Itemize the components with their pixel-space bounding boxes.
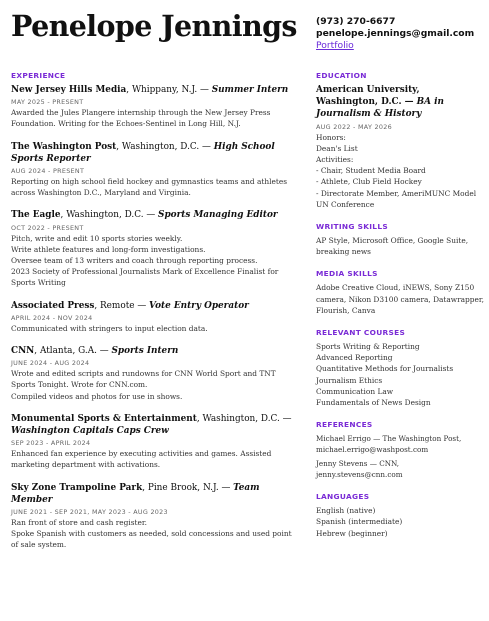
language-item: Spanish (intermediate) — [316, 517, 403, 527]
job-location: , Whippany, N.J. — — [126, 85, 212, 95]
job-location: , Washington, D.C. — — [196, 413, 292, 424]
media-skills-text: Adobe Creative Cloud, iNEWS, Sony Z150 camera, Nikon D3100 camera, Datawrapper, Flourish, Canva — [316, 283, 484, 315]
course-item: Journalism Ethics — [316, 375, 383, 385]
job-date: OCT 2022 - PRESENT — [11, 223, 84, 232]
job-entry — [11, 413, 293, 471]
job-entry — [11, 300, 293, 334]
writing-skills-text: AP Style, Microsoft Office, Google Suite, breaking news — [316, 236, 469, 257]
language-item: Hebrew (beginner) — [316, 528, 388, 538]
school-name: American University, Washington, D.C. — — [316, 85, 420, 108]
job-description: 2023 Society of Professional Journalists Mark of Excellence Finalist for Sports Writing — [11, 267, 279, 288]
job-description: Enhanced fan experience by executing activities and games. Assisted marketing department with activations. — [11, 449, 272, 470]
education-line: Dean's List — [316, 143, 358, 153]
education-line: - Directorate Member, AmeriMUNC Model UN Conference — [316, 188, 477, 209]
job-location: , Remote — — [94, 300, 150, 311]
job-entry — [11, 141, 293, 199]
education-date: AUG 2022 - MAY 2026 — [316, 122, 392, 131]
job-location: , Atlanta, G.A. — — [34, 346, 112, 357]
references-heading: REFERENCES — [316, 420, 373, 430]
writing-skills-section — [316, 222, 484, 257]
courses-section — [316, 328, 484, 408]
education-line: Honors: — [316, 132, 346, 142]
job-location: , Pine Brook, N.J. — — [142, 482, 234, 493]
job-description: Spoke Spanish with customers as needed, sold concessions and used point of sale system. — [11, 529, 292, 550]
job-title — [11, 413, 293, 437]
job-org: CNN — [11, 346, 35, 357]
job-org: Monumental Sports & Entertainment — [11, 413, 197, 424]
candidate-name: Penelope Jennings — [11, 9, 297, 43]
portfolio-link[interactable]: Portfolio — [316, 40, 354, 52]
degree-name: BA in Journalism & History — [316, 97, 444, 120]
job-description: Compiled videos and photos for use in shows. — [11, 391, 183, 401]
course-item: Fundamentals of News Design — [316, 398, 431, 408]
job-entry — [11, 84, 293, 130]
job-date: APRIL 2024 - NOV 2024 — [11, 313, 93, 322]
course-item: Advanced Reporting — [316, 353, 393, 363]
languages-heading: LANGUAGES — [316, 492, 370, 502]
job-role: Vote Entry Operator — [149, 300, 249, 311]
job-location: , Washington, D.C. — — [60, 210, 159, 221]
education-line: Activities: — [316, 155, 354, 165]
phone-number: (973) 270-6677 — [316, 16, 396, 27]
course-item: Quantitative Methods for Journalists — [316, 364, 454, 374]
education-heading: EDUCATION — [316, 71, 367, 80]
job-date: MAY 2025 - PRESENT — [11, 98, 84, 107]
email-address: penelope.jennings@gmail.com — [316, 28, 475, 40]
job-entry — [11, 209, 293, 288]
media-skills-heading: MEDIA SKILLS — [316, 269, 378, 279]
job-entry — [11, 482, 293, 551]
job-description: Ran front of store and cash register. — [11, 518, 147, 528]
job-title — [11, 141, 293, 165]
reference-item: Michael Errigo — The Washington Post, michael.errigo@washpost.com — [316, 434, 462, 455]
education-line: - Chair, Student Media Board — [316, 166, 426, 176]
job-role: Sports Intern — [111, 346, 179, 357]
reference-item: Jenny Stevens — CNN, jenny.stevens@cnn.com — [316, 459, 403, 480]
job-role: Team Member — [11, 482, 260, 505]
media-skills-section — [316, 269, 484, 316]
job-role: High School Sports Reporter — [11, 141, 275, 164]
job-description: Reporting on high school field hockey and gymnastics teams and athletes across Washington D.C., Maryland and Virginia. — [11, 177, 288, 198]
job-title — [11, 345, 293, 357]
job-date: AUG 2024 - PRESENT — [11, 167, 85, 176]
job-description: Oversee team of 13 writers and coach through reporting process. — [11, 256, 258, 266]
course-item: Sports Writing & Reporting — [316, 342, 420, 352]
languages-section — [316, 492, 484, 539]
job-role: Washington Capitals Caps Crew — [11, 426, 169, 437]
job-location: , Washington, D.C. — — [116, 141, 214, 152]
education-title — [316, 84, 484, 121]
job-title — [11, 300, 293, 312]
job-org: Sky Zone Trampoline Park — [11, 482, 143, 493]
job-title — [11, 84, 293, 96]
job-org: Associated Press — [11, 300, 95, 311]
job-date: JUNE 2021 - SEP 2021, MAY 2023 - AUG 2023 — [11, 508, 168, 517]
job-description: Wrote and edited scripts and rundowns for CNN World Sport and TNT Sports Tonight. Wrote for CNN.com. — [11, 369, 276, 390]
job-description: Write athlete features and long-form investigations. — [11, 244, 206, 254]
education-section — [316, 71, 484, 210]
job-org: The Eagle — [11, 210, 61, 221]
references-section — [316, 420, 484, 480]
job-org: New Jersey Hills Media — [11, 85, 127, 95]
experience-heading: EXPERIENCE — [11, 71, 66, 80]
courses-heading: RELEVANT COURSES — [316, 328, 406, 338]
job-description: Pitch, write and edit 10 sports stories weekly. — [11, 233, 183, 243]
job-role: Sports Managing Editor — [158, 210, 278, 221]
job-title — [11, 209, 293, 221]
job-description: Awarded the Jules Plangere internship through the New Jersey Press Foundation. Writing for the Echoes-Sentinel in Long Hill, N.J. — [11, 108, 271, 129]
job-date: JUNE 2024 - AUG 2024 — [11, 359, 90, 368]
job-date: SEP 2023 - APRIL 2024 — [11, 439, 91, 448]
job-org: The Washington Post — [11, 141, 117, 152]
writing-skills-heading: WRITING SKILLS — [316, 222, 388, 232]
job-role: Summer Intern — [211, 85, 289, 95]
course-item: Communication Law — [316, 386, 394, 396]
language-item: English (native) — [316, 506, 376, 516]
left-column — [11, 71, 293, 562]
job-entry — [11, 345, 293, 402]
contact-block — [316, 16, 486, 53]
job-title — [11, 482, 293, 506]
right-column — [316, 71, 484, 551]
education-line: - Athlete, Club Field Hockey — [316, 177, 422, 187]
job-description: Communicated with stringers to input election data. — [11, 323, 208, 333]
